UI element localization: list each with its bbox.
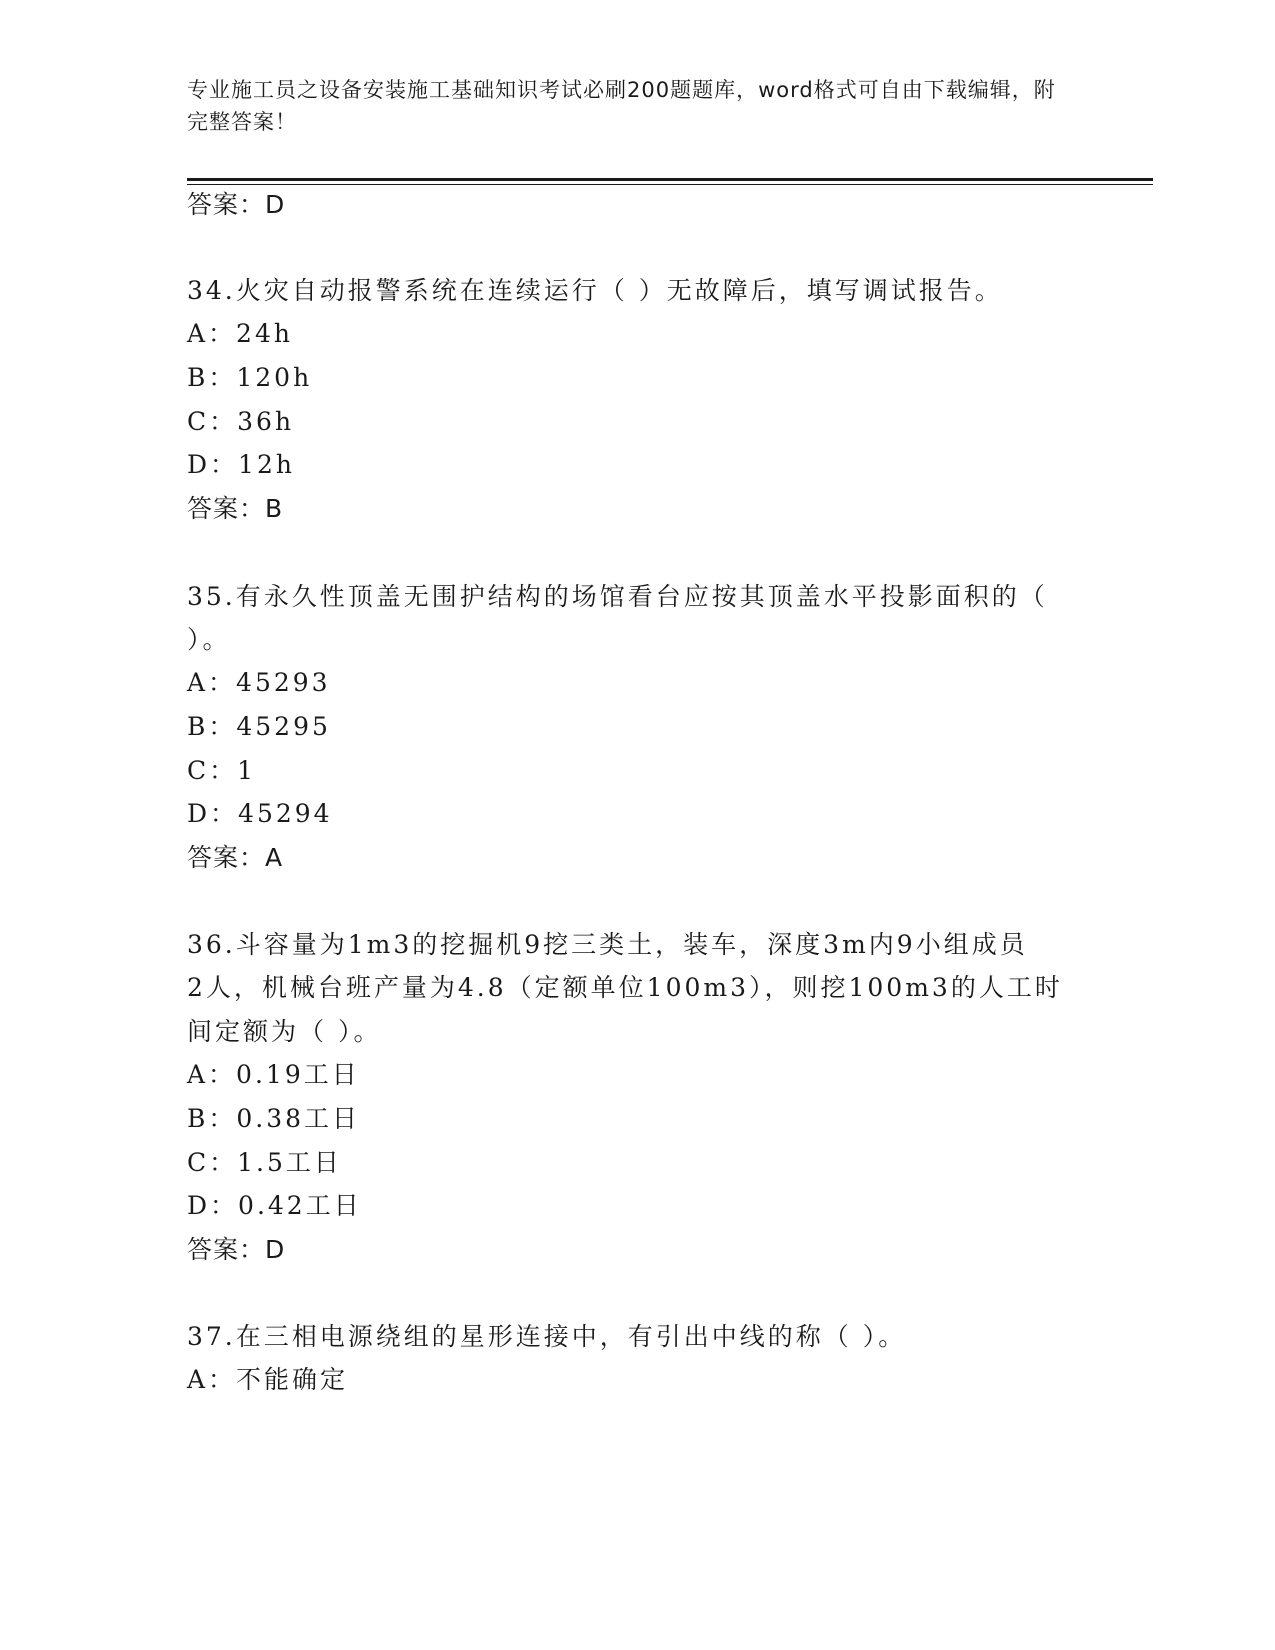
header-rule-thick xyxy=(187,178,1153,181)
question-35-option-b: B：45295 xyxy=(187,712,331,741)
question-34-option-c: C：36h xyxy=(187,407,295,436)
answer-33: 答案：D xyxy=(187,190,286,219)
question-36-option-b: B：0.38工日 xyxy=(187,1104,361,1133)
question-34-stem: 34.火灾自动报警系统在连续运行（ ）无故障后，填写调试报告。 xyxy=(187,276,1003,305)
answer-34: 答案：B xyxy=(187,494,284,523)
question-36-option-d: D：0.42工日 xyxy=(187,1191,362,1220)
question-35-option-d: D：45294 xyxy=(187,799,333,828)
question-35-stem-line1: 35.有永久性顶盖无围护结构的场馆看台应按其顶盖水平投影面积的（ xyxy=(187,582,1048,611)
question-34-option-d: D：12h xyxy=(187,450,295,479)
question-36-option-a: A：0.19工日 xyxy=(187,1060,360,1089)
question-36-stem-line1: 36.斗容量为1m3的挖掘机9挖三类土，装车，深度3m内9小组成员 xyxy=(187,930,1028,959)
header-rule-thin xyxy=(187,184,1153,185)
question-35-stem-line2: ）。 xyxy=(187,625,231,654)
answer-36: 答案：D xyxy=(187,1235,286,1264)
question-35-option-c: C：1 xyxy=(187,756,257,785)
document-header: 专业施工员之设备安装施工基础知识考试必刷200题题库，word格式可自由下载编辑，附完整答案！ xyxy=(187,78,1056,134)
question-37-stem: 37.在三相电源绕组的星形连接中，有引出中线的称（ ）。 xyxy=(187,1322,907,1351)
question-36-option-c: C：1.5工日 xyxy=(187,1148,342,1177)
question-36-stem-line3: 间定额为（ ）。 xyxy=(187,1017,382,1046)
question-35-option-a: A：45293 xyxy=(187,668,331,697)
question-37-option-a: A：不能确定 xyxy=(187,1365,349,1394)
question-34-option-b: B：120h xyxy=(187,363,313,392)
question-36-stem-line2: 2人，机械台班产量为4.8（定额单位100m3），则挖100m3的人工时 xyxy=(187,973,1063,1002)
answer-35: 答案：A xyxy=(187,843,284,872)
question-34-option-a: A：24h xyxy=(187,319,293,348)
